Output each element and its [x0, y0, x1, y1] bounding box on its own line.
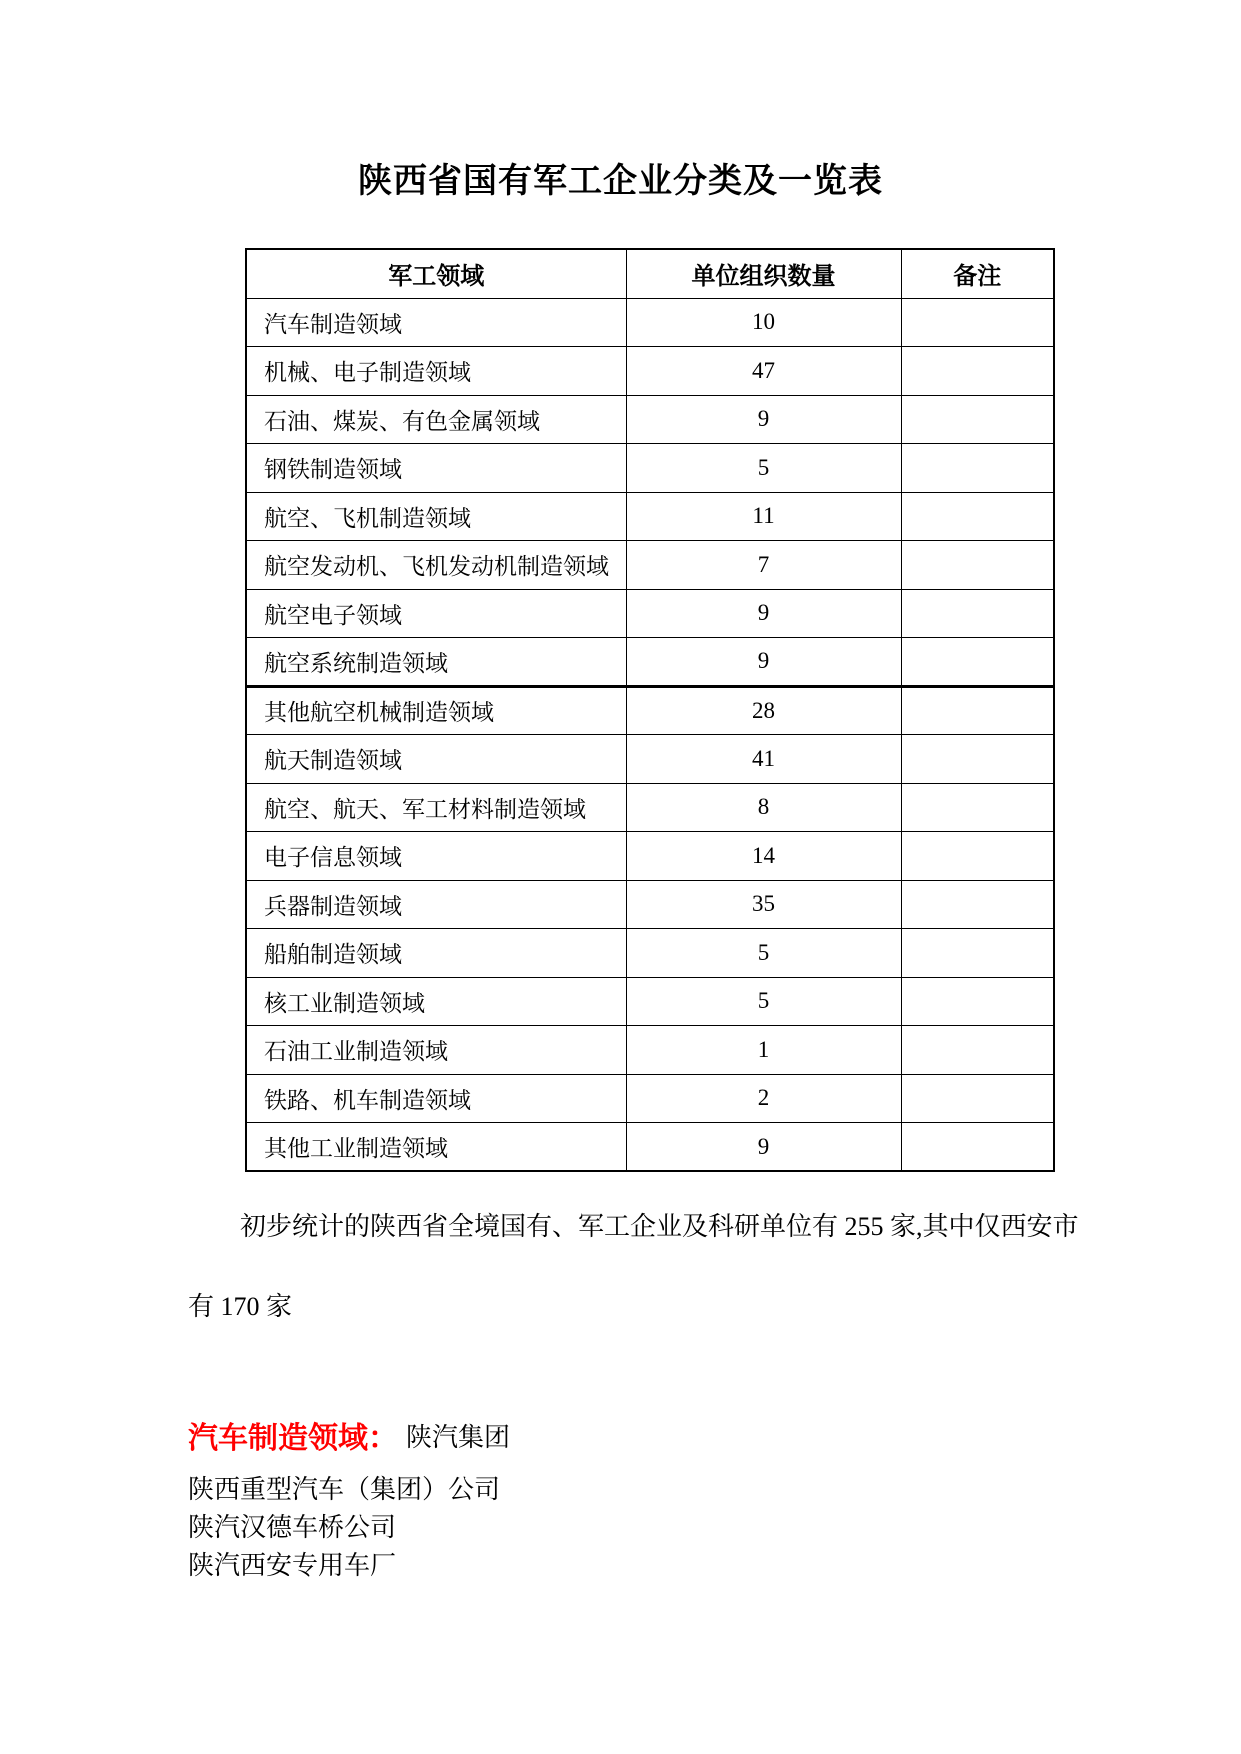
header-count: 单位组织数量 [626, 249, 901, 298]
count-cell: 11 [626, 492, 901, 541]
note-cell [901, 686, 1054, 735]
table-row [246, 395, 1054, 444]
field-cell: 航空电子领域 [246, 589, 626, 638]
count-cell: 5 [626, 977, 901, 1026]
table-row [246, 686, 1054, 735]
field-cell: 其他工业制造领域 [246, 1123, 626, 1172]
note-cell [901, 298, 1054, 347]
note-cell [901, 880, 1054, 929]
count-cell: 9 [626, 638, 901, 687]
count-cell: 8 [626, 783, 901, 832]
section-heading: 汽车制造领域： [188, 1422, 398, 1455]
table-row [246, 541, 1054, 590]
summary-text-line2: 有 170 家 [188, 1292, 293, 1321]
table-row [246, 1026, 1054, 1075]
count-cell: 1 [626, 1026, 901, 1075]
table-row [246, 492, 1054, 541]
table-row [246, 1123, 1054, 1172]
field-cell: 航空、飞机制造领域 [246, 492, 626, 541]
field-cell: 航空、航天、军工材料制造领域 [246, 783, 626, 832]
note-cell [901, 492, 1054, 541]
note-cell [901, 929, 1054, 978]
summary-text-line1: 初步统计的陕西省全境国有、军工企业及科研单位有 255 家,其中仅西安市 [240, 1212, 1079, 1241]
classification-table [245, 248, 1055, 1172]
table-row [246, 832, 1054, 881]
header-field: 军工领域 [246, 249, 626, 298]
field-cell: 电子信息领域 [246, 832, 626, 881]
field-cell: 兵器制造领域 [246, 880, 626, 929]
note-cell [901, 1074, 1054, 1123]
field-cell: 铁路、机车制造领域 [246, 1074, 626, 1123]
count-cell: 28 [626, 686, 901, 735]
company-item: 陕汽西安专用车厂 [188, 1551, 397, 1580]
count-cell: 5 [626, 444, 901, 493]
field-cell: 钢铁制造领域 [246, 444, 626, 493]
table-row [246, 783, 1054, 832]
field-cell: 船舶制造领域 [246, 929, 626, 978]
field-cell: 航天制造领域 [246, 735, 626, 784]
table-row [246, 444, 1054, 493]
field-cell: 核工业制造领域 [246, 977, 626, 1026]
table-row [246, 929, 1054, 978]
page-title: 陕西省国有军工企业分类及一览表 [358, 162, 883, 200]
field-cell: 石油工业制造领域 [246, 1026, 626, 1075]
note-cell [901, 541, 1054, 590]
count-cell: 10 [626, 298, 901, 347]
note-cell [901, 1026, 1054, 1075]
table-body [246, 298, 1054, 1171]
table-row [246, 1074, 1054, 1123]
table-row [246, 298, 1054, 347]
field-cell: 航空发动机、飞机发动机制造领域 [246, 541, 626, 590]
field-cell: 其他航空机械制造领域 [246, 686, 626, 735]
note-cell [901, 1123, 1054, 1172]
company-item: 陕西重型汽车（集团）公司 [188, 1475, 501, 1504]
table-row [246, 977, 1054, 1026]
table-row [246, 638, 1054, 687]
note-cell [901, 589, 1054, 638]
count-cell: 9 [626, 589, 901, 638]
count-cell: 7 [626, 541, 901, 590]
field-cell: 汽车制造领域 [246, 298, 626, 347]
company-item: 陕汽汉德车桥公司 [188, 1513, 397, 1542]
table-row [246, 880, 1054, 929]
count-cell: 14 [626, 832, 901, 881]
note-cell [901, 347, 1054, 396]
note-cell [901, 832, 1054, 881]
count-cell: 9 [626, 1123, 901, 1172]
table-header-row [246, 249, 1054, 298]
section-first-item: 陕汽集团 [406, 1423, 511, 1452]
note-cell [901, 735, 1054, 784]
count-cell: 5 [626, 929, 901, 978]
count-cell: 47 [626, 347, 901, 396]
field-cell: 机械、电子制造领域 [246, 347, 626, 396]
field-cell: 航空系统制造领域 [246, 638, 626, 687]
field-cell: 石油、煤炭、有色金属领域 [246, 395, 626, 444]
table-row [246, 347, 1054, 396]
header-note: 备注 [901, 249, 1054, 298]
count-cell: 35 [626, 880, 901, 929]
note-cell [901, 395, 1054, 444]
note-cell [901, 638, 1054, 687]
count-cell: 2 [626, 1074, 901, 1123]
note-cell [901, 977, 1054, 1026]
note-cell [901, 444, 1054, 493]
table-row [246, 735, 1054, 784]
note-cell [901, 783, 1054, 832]
count-cell: 9 [626, 395, 901, 444]
table-row [246, 589, 1054, 638]
count-cell: 41 [626, 735, 901, 784]
section-heading-line [188, 1413, 510, 1457]
